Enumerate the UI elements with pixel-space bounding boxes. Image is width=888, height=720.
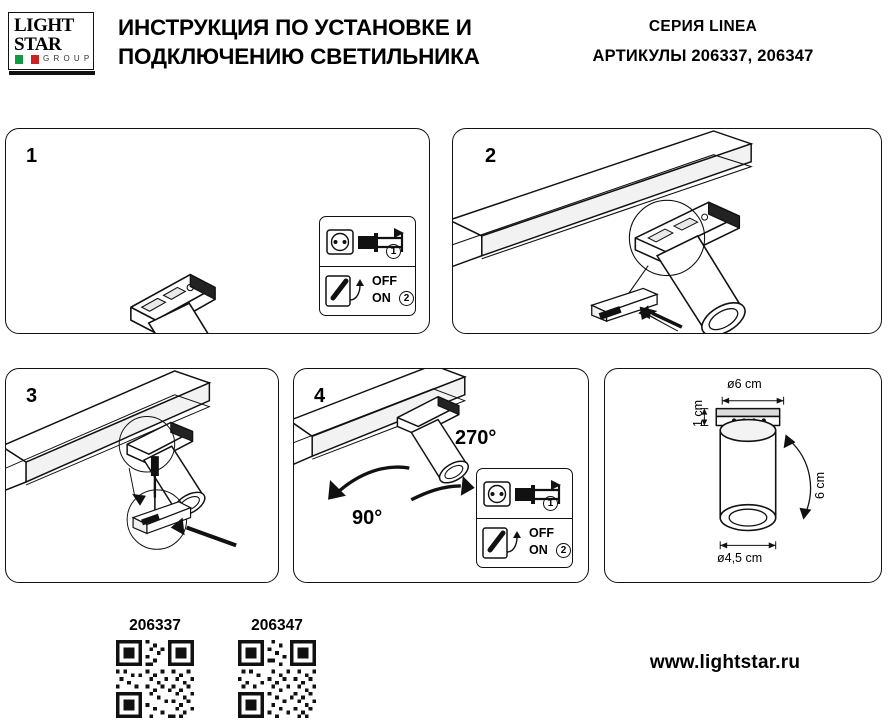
logo	[8, 12, 94, 84]
qr-code-206337	[116, 640, 194, 718]
diameter-top-label: ø6 cm	[727, 377, 762, 391]
italian-flag-icon	[15, 55, 39, 64]
dimensions-panel	[604, 368, 882, 583]
off-label-1: OFF	[372, 274, 397, 288]
website-url: www.lightstar.ru	[649, 652, 801, 673]
power-instructions-box-2	[476, 468, 573, 568]
step-panel-3	[5, 368, 279, 583]
step-panel-2	[452, 128, 882, 334]
step-number-1: 1	[26, 145, 38, 167]
on-label-1: ON	[372, 291, 391, 305]
off-label-2: OFF	[529, 526, 554, 540]
badge-step-1-socket: 1	[386, 244, 401, 259]
step-number-3: 3	[26, 385, 38, 407]
page-header	[0, 0, 888, 104]
angle-270-label: 270°	[455, 427, 497, 449]
logo-text-group: G R O U P	[43, 54, 91, 63]
step-panel-1	[5, 128, 430, 334]
footer-code-206337: 206337	[129, 617, 181, 634]
on-label-2: ON	[529, 543, 548, 557]
step-panel-4	[293, 368, 589, 583]
logo-text-light: LIGHT	[14, 15, 74, 36]
angle-90-label: 90°	[352, 507, 383, 529]
switch-icon-1	[324, 270, 372, 314]
step-number-4: 4	[314, 385, 326, 407]
socket-plug-icon-1	[324, 222, 416, 264]
logo-underline	[9, 71, 95, 75]
step-number-2: 2	[485, 145, 497, 167]
logo-text-star: STAR	[14, 34, 62, 55]
articles-label: АРТИКУЛЫ 206337, 206347	[592, 47, 814, 65]
body-height-label: 6 cm	[813, 471, 827, 499]
badge-step-2-switch-2: 2	[556, 543, 571, 558]
page-title	[118, 13, 498, 71]
series-label: СЕРИЯ LINEA	[648, 18, 758, 35]
socket-plug-icon-2	[481, 474, 573, 516]
page-title-line2: ПОДКЛЮЧЕНИЮ СВЕТИЛЬНИКА	[118, 44, 480, 69]
qr-code-206347	[238, 640, 316, 718]
logo-box	[8, 12, 94, 70]
power-instructions-box-1	[319, 216, 416, 316]
base-height-label: 1 cm	[691, 399, 705, 427]
diameter-bottom-label: ø4,5 cm	[717, 551, 763, 565]
step-2-illustration	[453, 129, 881, 333]
switch-icon-2	[481, 522, 529, 566]
badge-step-2-switch: 2	[399, 291, 414, 306]
step-3-illustration	[6, 369, 278, 582]
footer-code-206347: 206347	[251, 617, 303, 634]
badge-step-1-socket-2: 1	[543, 496, 558, 511]
page-title-line1: ИНСТРУКЦИЯ ПО УСТАНОВКЕ И	[118, 15, 472, 40]
